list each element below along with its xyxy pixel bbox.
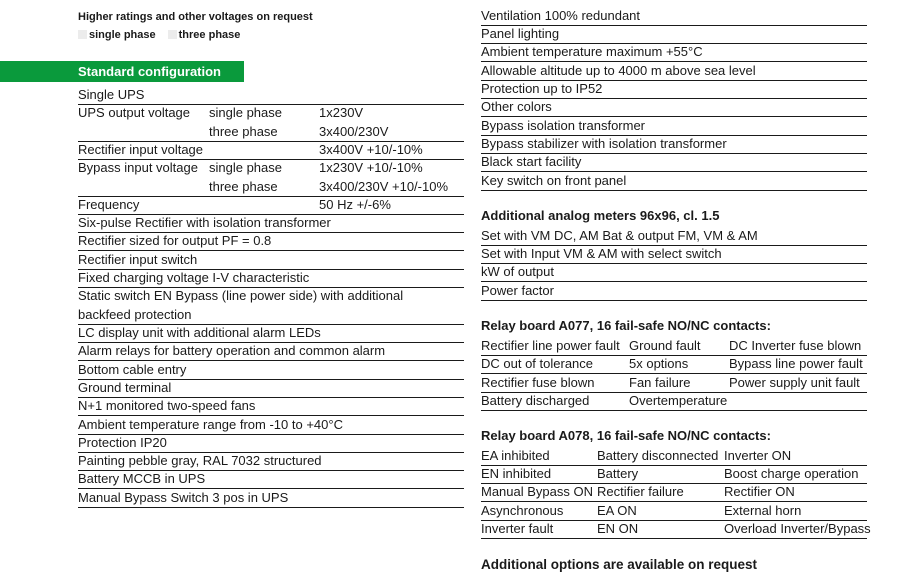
- option-row: [481, 7, 867, 26]
- config-label: backfeed protection: [78, 307, 192, 322]
- relay-a078-row: [481, 465, 867, 484]
- config-value: 3x400/230V +10/-10%: [319, 179, 449, 194]
- config-row: [78, 361, 464, 380]
- config-label: Bypass input voltage: [78, 160, 198, 175]
- config-label: LC display unit with additional alarm LEDs: [78, 325, 321, 340]
- config-row: [78, 489, 464, 508]
- relay-a078-cell: EA inhibited: [481, 448, 550, 463]
- config-row: [78, 379, 464, 398]
- config-phase: single phase: [209, 105, 282, 120]
- legend-single: single phase: [78, 29, 156, 41]
- relay-a078-row: [481, 502, 867, 521]
- option-row: [481, 80, 867, 99]
- config-label: Bottom cable entry: [78, 362, 187, 377]
- option-row: [481, 172, 867, 191]
- relay-a077-cell: Bypass line power fault: [729, 356, 863, 371]
- analog-row: [481, 245, 867, 264]
- analog-meters-heading: Additional analog meters 96x96, cl. 1.5: [481, 208, 720, 223]
- config-value: 3x400V +10/-10%: [319, 142, 423, 157]
- relay-a077-heading: Relay board A077, 16 fail-safe NO/NC contacts:: [481, 318, 771, 333]
- config-row: [78, 287, 464, 305]
- relay-a078-cell: Battery disconnected: [597, 448, 719, 463]
- relay-a077-cell: 5x options: [629, 356, 689, 371]
- relay-a077-cell: Power supply unit fault: [729, 375, 860, 390]
- config-label: Frequency: [78, 197, 140, 212]
- analog-label: kW of output: [481, 264, 554, 279]
- relay-a078-cell: Manual Bypass ON: [481, 484, 593, 499]
- option-label: Allowable altitude up to 4000 m above sea level: [481, 63, 756, 78]
- relay-a078-heading: Relay board A078, 16 fail-safe NO/NC contacts:: [481, 428, 771, 443]
- option-row: [481, 117, 867, 136]
- relay-a078-cell: External horn: [724, 503, 802, 518]
- config-row: [78, 251, 464, 270]
- relay-a078-cell: EN inhibited: [481, 466, 552, 481]
- config-row: [78, 196, 464, 215]
- analog-row: [481, 227, 867, 246]
- config-value: 1x230V +10/-10%: [319, 160, 423, 175]
- relay-a078-cell: Inverter ON: [724, 448, 792, 463]
- config-row: [78, 470, 464, 489]
- option-row: [481, 135, 867, 154]
- config-label: Single UPS: [78, 87, 145, 102]
- relay-a077-cell: Rectifier line power fault: [481, 338, 620, 353]
- relay-a078-cell: Rectifier ON: [724, 484, 795, 499]
- config-value: 3x400/230V: [319, 124, 389, 139]
- relay-a077-cell: DC out of tolerance: [481, 356, 594, 371]
- config-row: [78, 123, 464, 142]
- additional-options-note: Additional options are available on request: [481, 557, 758, 572]
- option-row: [481, 43, 867, 62]
- relay-a077-row: [481, 355, 867, 374]
- analog-label: Power factor: [481, 283, 554, 298]
- relay-a077-cell: Overtemperature: [629, 393, 728, 408]
- config-row: [78, 159, 464, 177]
- relay-a077-cell: Ground fault: [629, 338, 701, 353]
- relay-a078-cell: EA ON: [597, 503, 637, 518]
- config-row: [78, 141, 464, 160]
- analog-label: Set with VM DC, AM Bat & output FM, VM & AM: [481, 228, 758, 243]
- relay-a078-row: [481, 483, 867, 502]
- relay-a078-cell: Inverter fault: [481, 521, 554, 536]
- option-label: Bypass stabilizer with isolation transformer: [481, 136, 727, 151]
- standard-config-header: Standard configuration: [0, 61, 244, 82]
- option-label: Protection up to IP52: [481, 81, 603, 96]
- config-value: 50 Hz +/-6%: [319, 197, 391, 212]
- option-label: Panel lighting: [481, 26, 560, 41]
- relay-a077-cell: Fan failure: [629, 375, 691, 390]
- config-row: [78, 324, 464, 343]
- config-label: Static switch EN Bypass (line power side) with additional: [78, 288, 404, 303]
- relay-a077-row: [481, 337, 867, 356]
- config-row: [78, 342, 464, 361]
- config-value: 1x230V: [319, 105, 364, 120]
- config-row: [78, 178, 464, 197]
- phase-legend: [78, 29, 240, 41]
- relay-a077-row: [481, 374, 867, 393]
- config-phase: single phase: [209, 160, 282, 175]
- relay-a078-cell: Overload Inverter/Bypass: [724, 521, 871, 536]
- config-row: [78, 416, 464, 435]
- option-label: Key switch on front panel: [481, 173, 627, 188]
- config-label: Alarm relays for battery operation and common alarm: [78, 343, 386, 358]
- config-label: Rectifier input voltage: [78, 142, 204, 157]
- config-row: [78, 269, 464, 288]
- relay-a077-row: [481, 392, 867, 411]
- relay-a077-cell: Battery discharged: [481, 393, 590, 408]
- relay-a078-cell: Battery: [597, 466, 639, 481]
- config-label: Battery MCCB in UPS: [78, 471, 206, 486]
- config-label: Ground terminal: [78, 380, 172, 395]
- option-label: Ambient temperature maximum +55°C: [481, 44, 703, 59]
- config-row: [78, 86, 464, 105]
- relay-a077-cell: DC Inverter fuse blown: [729, 338, 862, 353]
- config-label: Manual Bypass Switch 3 pos in UPS: [78, 490, 289, 505]
- relay-a078-row: [481, 447, 867, 466]
- config-row: [78, 434, 464, 453]
- three-phase-swatch-icon: [168, 30, 177, 39]
- option-row: [481, 62, 867, 81]
- config-row: [78, 306, 464, 325]
- option-row: [481, 25, 867, 44]
- config-label: Six-pulse Rectifier with isolation transformer: [78, 215, 331, 230]
- config-label: Ambient temperature range from -10 to +40°C: [78, 417, 343, 432]
- legend-three: three phase: [168, 29, 241, 41]
- relay-a078-row: [481, 520, 871, 539]
- config-label: Painting pebble gray, RAL 7032 structured: [78, 453, 322, 468]
- config-label: Protection IP20: [78, 435, 167, 450]
- option-row: [481, 98, 867, 117]
- config-label: Rectifier input switch: [78, 252, 198, 267]
- relay-a078-cell: EN ON: [597, 521, 639, 536]
- relay-a077-cell: Rectifier fuse blown: [481, 375, 595, 390]
- analog-row: [481, 263, 867, 282]
- analog-row: [481, 282, 867, 301]
- relay-a078-cell: Asynchronous: [481, 503, 564, 518]
- config-row: [78, 397, 464, 416]
- option-row: [481, 153, 867, 172]
- relay-a078-cell: Boost charge operation: [724, 466, 859, 481]
- config-label: N+1 monitored two-speed fans: [78, 398, 256, 413]
- option-label: Black start facility: [481, 154, 582, 169]
- config-row: [78, 104, 464, 122]
- config-label: UPS output voltage: [78, 105, 191, 120]
- ratings-note: Higher ratings and other voltages on request: [78, 11, 313, 23]
- config-row: [78, 232, 464, 251]
- config-phase: three phase: [209, 124, 278, 139]
- config-label: Fixed charging voltage I-V characteristic: [78, 270, 310, 285]
- relay-a078-cell: Rectifier failure: [597, 484, 684, 499]
- option-label: Ventilation 100% redundant: [481, 8, 641, 23]
- config-label: Rectifier sized for output PF = 0.8: [78, 233, 272, 248]
- option-label: Other colors: [481, 99, 552, 114]
- analog-label: Set with Input VM & AM with select switch: [481, 246, 722, 261]
- option-label: Bypass isolation transformer: [481, 118, 646, 133]
- single-phase-swatch-icon: [78, 30, 87, 39]
- config-row: [78, 452, 464, 471]
- config-row: [78, 214, 464, 233]
- config-phase: three phase: [209, 179, 278, 194]
